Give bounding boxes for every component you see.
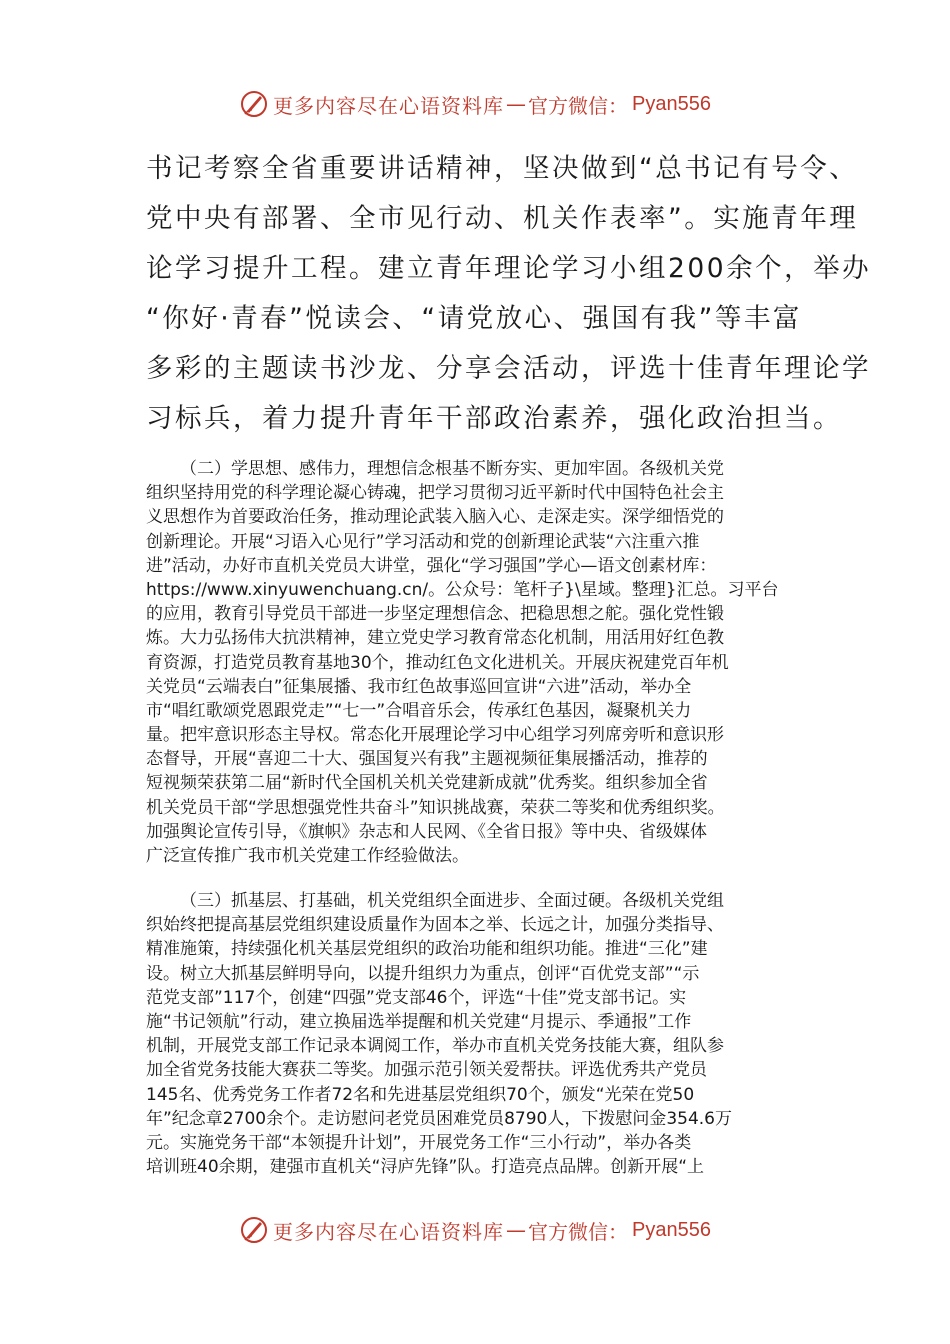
intro-line: 论学习提升工程。建立青年理论学习小组200余个，举办 xyxy=(146,253,872,284)
intro-line: 党中央有部署、全市见行动、机关作表率”。实施青年理 xyxy=(146,203,859,234)
banner-wechat-id: Pyan556 xyxy=(632,92,711,115)
section-2-line: （二）学思想、感伟力，理想信念根基不断夯实、更加牢固。各级机关党 xyxy=(180,459,724,479)
section-3-line: 织始终把提高基层党组织建设质量作为固本之举、长远之计，加强分类指导、 xyxy=(146,915,724,936)
banner-separator: — xyxy=(506,92,527,116)
section-3-line: （三）抓基层、打基础，机关党组织全面进步、全面过硬。各级机关党组 xyxy=(180,891,724,911)
intro-line: 多彩的主题读书沙龙、分享会活动，评选十佳青年理论学 xyxy=(146,353,871,384)
section-2-line: 义思想作为首要政治任务，推动理论武装入脑入心、走深走实。深学细悟党的 xyxy=(146,507,724,528)
section-2-line: 态督导，开展“喜迎二十大、强国复兴有我”主题视频征集展播活动，推荐的 xyxy=(146,749,708,770)
section-2-line: 炼。大力弘扬伟大抗洪精神，建立党史学习教育常态化机制，用活用好红色教 xyxy=(146,628,724,649)
section-2-line: https://www.xinyuwenchuang.cn/。公众号：笔杆子}\星域。整理}汇总。习平台 xyxy=(146,579,779,600)
section-2-paragraph xyxy=(146,457,826,868)
section-2-line: 组织坚持用党的科学理论凝心铸魂，把学习贯彻习近平新时代中国特色社会主 xyxy=(146,483,724,504)
banner-site-name: 更多内容尽在心语资料库 xyxy=(273,93,505,118)
banner-site-name: 更多内容尽在心语资料库 xyxy=(273,1219,505,1244)
section-2-line: 育资源，打造党员教育基地30个，推动红色文化进机关。开展庆祝建党百年机 xyxy=(146,652,729,673)
quill-logo-icon xyxy=(239,1215,269,1245)
quill-logo-icon xyxy=(239,89,269,119)
section-2-line: 机关党员干部“学思想强党性共奋斗”知识挑战赛，荣获二等奖和优秀组织奖。 xyxy=(146,797,725,818)
intro-paragraph xyxy=(146,144,872,444)
banner-separator: — xyxy=(506,1218,527,1242)
section-3-line: 设。树立大抓基层鲜明导向，以提升组织力为重点，创评“百优党支部”“示 xyxy=(146,963,700,984)
section-3-paragraph xyxy=(146,889,826,1179)
section-2-line: 关党员“云端表白”征集展播、我市红色故事巡回宣讲“六进”活动，举办全 xyxy=(146,676,692,697)
footer-watermark-banner xyxy=(0,1202,950,1258)
header-watermark-banner xyxy=(0,76,950,132)
intro-line: “你好·青春”悦读会、“请党放心、强国有我”等丰富 xyxy=(146,303,802,334)
section-2-line: 广泛宣传推广我市机关党建工作经验做法。 xyxy=(146,846,469,866)
section-3-line: 培训班40余期，建强市直机关“浔庐先锋”队。打造亮点品牌。创新开展“上 xyxy=(146,1157,705,1178)
section-3-line: 范党支部”117个，创建“四强”党支部46个，评选“十佳”党支部书记。实 xyxy=(146,987,687,1008)
section-2-line: 市“唱红歌颂党恩跟党走”“七一”合唱音乐会，传承红色基因，凝聚机关力 xyxy=(146,700,692,721)
section-3-line: 精准施策，持续强化机关基层党组织的政治功能和组织功能。推进“三化”建 xyxy=(146,939,708,960)
section-3-line: 机制，开展党支部工作记录本调阅工作，举办市直机关党务技能大赛，组队参 xyxy=(146,1036,724,1057)
section-3-line: 145名、优秀党务工作者72名和先进基层党组织70个，颁发“光荣在党50 xyxy=(146,1084,695,1105)
banner-wechat-label: 官方微信： xyxy=(528,93,629,118)
banner-wechat-label: 官方微信： xyxy=(528,1219,629,1244)
section-2-line: 量。把牢意识形态主导权。常态化开展理论学习中心组学习列席旁听和意识形 xyxy=(146,725,724,746)
banner-wechat-id: Pyan556 xyxy=(632,1218,711,1241)
section-3-line: 年”纪念章2700余个。走访慰问老党员困难党员8790人，下拨慰问金354.6万 xyxy=(146,1108,733,1129)
intro-line: 书记考察全省重要讲话精神，坚决做到“总书记有号令、 xyxy=(146,153,859,184)
section-3-line: 施“书记领航”行动，建立换届选举提醒和机关党建“月提示、季通报”工作 xyxy=(146,1011,692,1032)
section-2-line: 短视频荣获第二届“新时代全国机关机关党建新成就”优秀奖。组织参加全省 xyxy=(146,773,708,794)
intro-line: 习标兵，着力提升青年干部政治素养，强化政治担当。 xyxy=(146,403,842,434)
section-2-line: 创新理论。开展“习语入心见行”学习活动和党的创新理论武装“六注重六推 xyxy=(146,531,700,552)
section-2-line: 加强舆论宣传引导，《旗帜》杂志和人民网、《全省日报》等中央、省级媒体 xyxy=(146,821,707,842)
section-3-line: 加全省党务技能大赛获二等奖。加强示范引领关爱帮扶。评选优秀共产党员 xyxy=(146,1060,707,1081)
section-2-line: 进”活动，办好市直机关党员大讲堂，强化“学习强国”学心—语文创素材库： xyxy=(146,555,717,576)
section-3-line: 元。实施党务干部“本领提升计划”，开展党务工作“三小行动”，举办各类 xyxy=(146,1132,692,1153)
section-2-line: 的应用，教育引导党员干部进一步坚定理想信念、把稳思想之舵。强化党性锻 xyxy=(146,604,724,625)
